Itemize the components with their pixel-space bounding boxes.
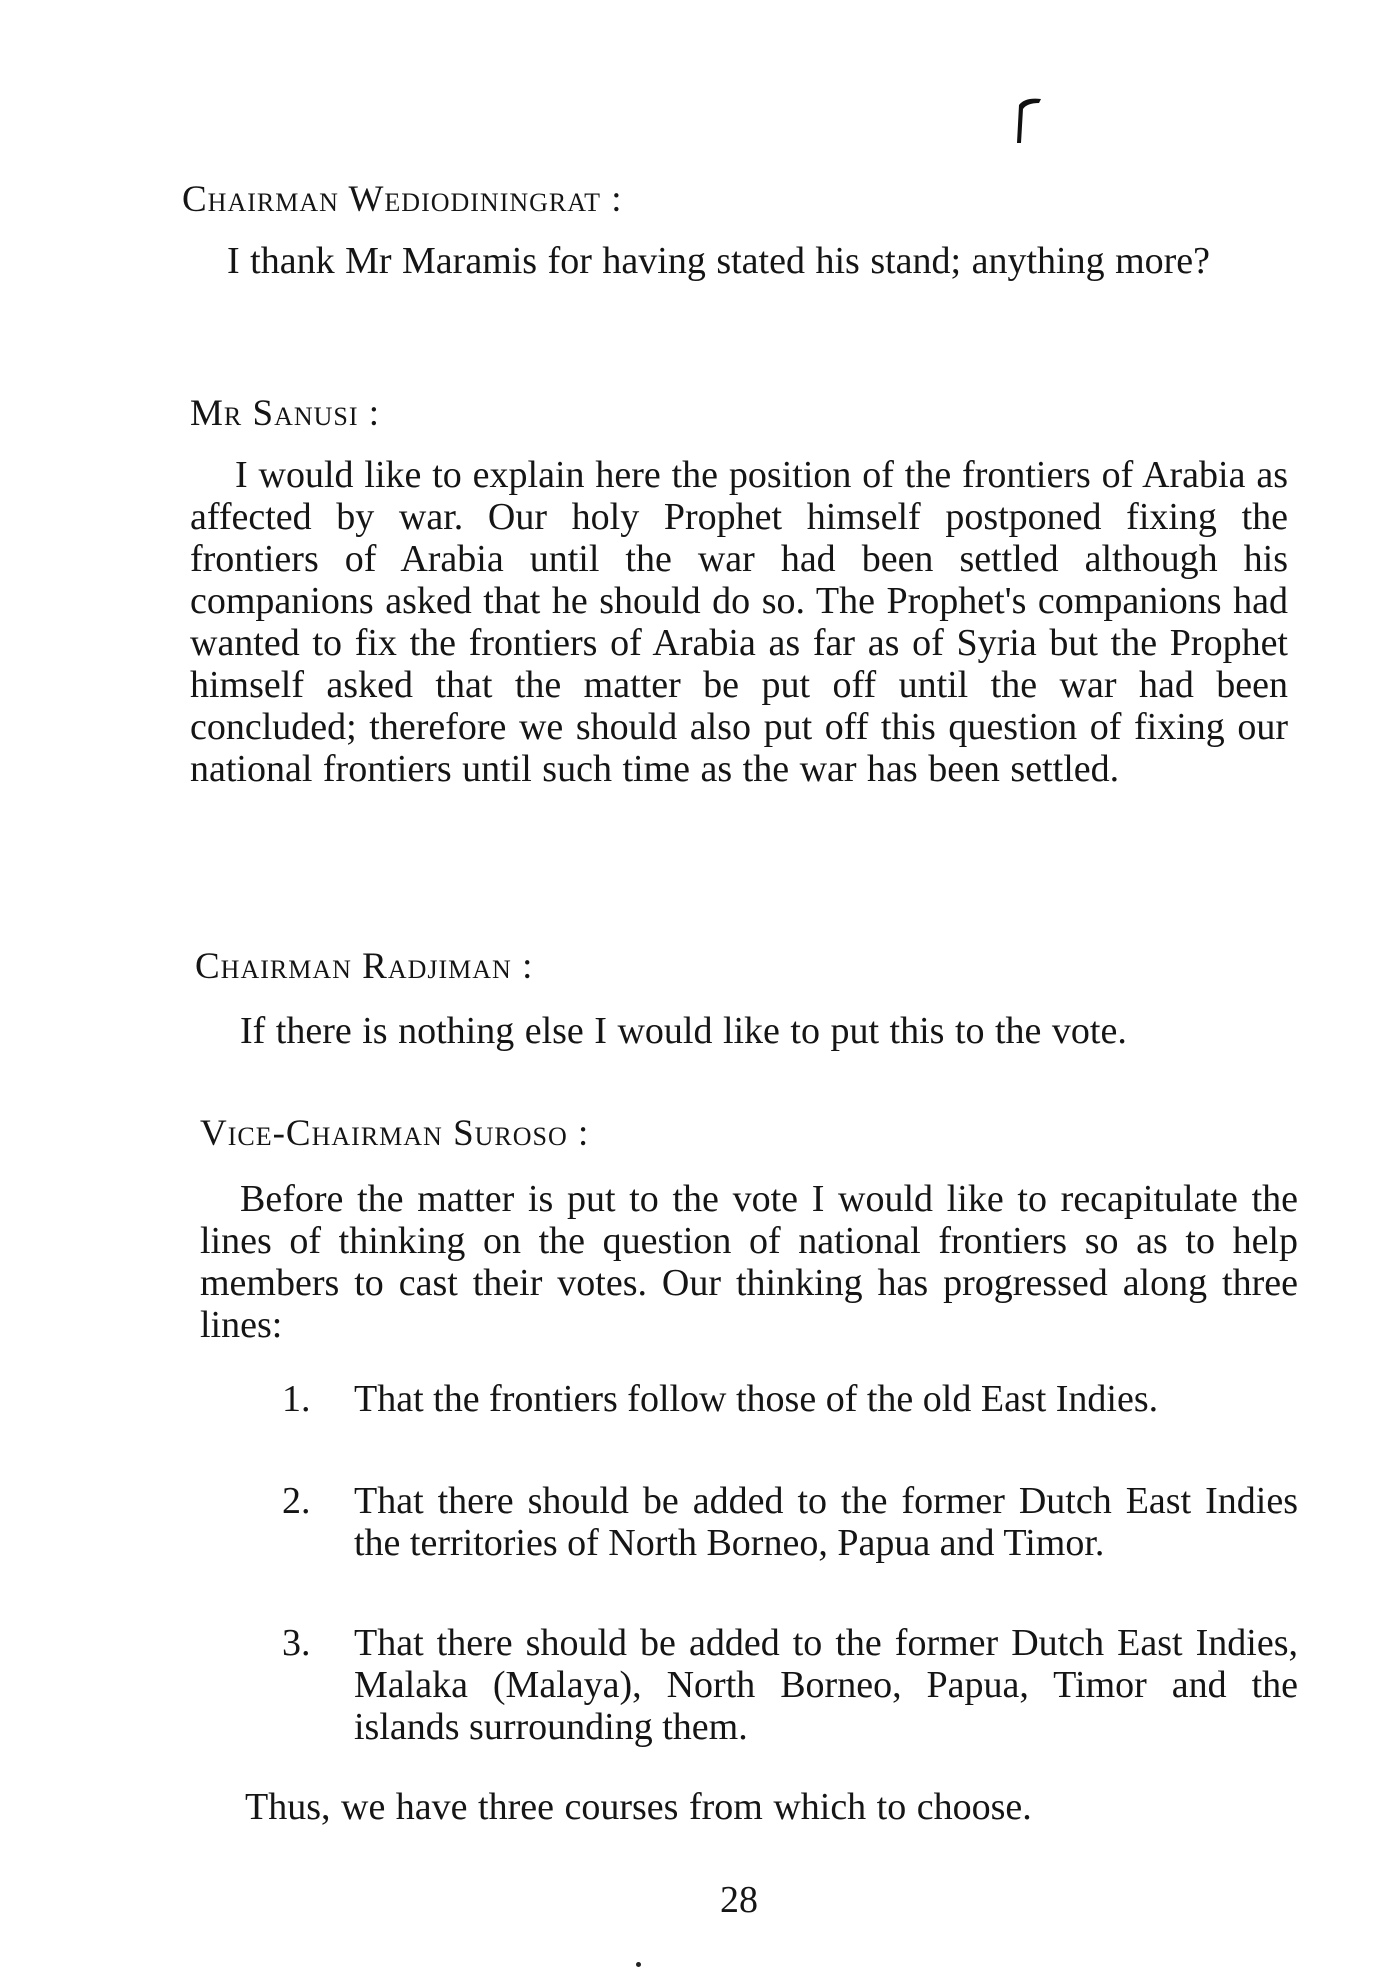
list-item [282,1378,1298,1468]
list-number: 1. [282,1378,311,1420]
speech-paragraph: If there is nothing else I would like to put this to the vote. [240,1010,1127,1052]
list-text: That the frontiers follow those of the old East Indies. [354,1378,1159,1420]
speaker-heading: Chairman Radjiman : [195,946,534,987]
ink-speck [636,1962,641,1967]
closing-sentence: Thus, we have three courses from which to choose. [245,1786,1032,1828]
speech-paragraph: I would like to explain here the position of the frontiers of Arabia as affected by war. Our holy Prophet himself postponed fixing the frontiers of Arabia until the war had been settled although his companions asked that he should do so. The Prophet's companions had wanted to fix the frontiers of Arabia as far as of Syria but the Prophet himself asked that the matter be put off until the war had been concluded; therefore we should also put off this question of fixing our national frontiers until such time as the war has been settled. [190,454,1288,790]
list-item [282,1622,1298,1752]
speech-paragraph: I thank Mr Maramis for having stated his stand; anything more? [227,240,1211,282]
speaker-heading: Mr Sanusi : [190,393,381,434]
list-item [282,1480,1298,1610]
list-number: 3. [282,1622,311,1664]
corner-ink-mark [1005,95,1045,145]
speech-paragraph: Before the matter is put to the vote I would like to recapitulate the lines of thinking on the question of national frontiers so as to help members to cast their votes. Our thinking has progressed along three lines: [200,1178,1298,1346]
list-text: That there should be added to the former Dutch East Indies the territories of North Borneo, Papua and Timor. [354,1480,1298,1564]
speaker-heading: Vice-Chairman Suroso : [200,1113,590,1154]
list-text: That there should be added to the former Dutch East Indies, Malaka (Malaya), North Borneo, Papua, Timor and the islands surrounding them. [354,1622,1298,1748]
page-number: 28 [720,1879,758,1921]
speaker-heading: Chairman Wediodiningrat : [182,179,623,220]
list-number: 2. [282,1480,311,1522]
